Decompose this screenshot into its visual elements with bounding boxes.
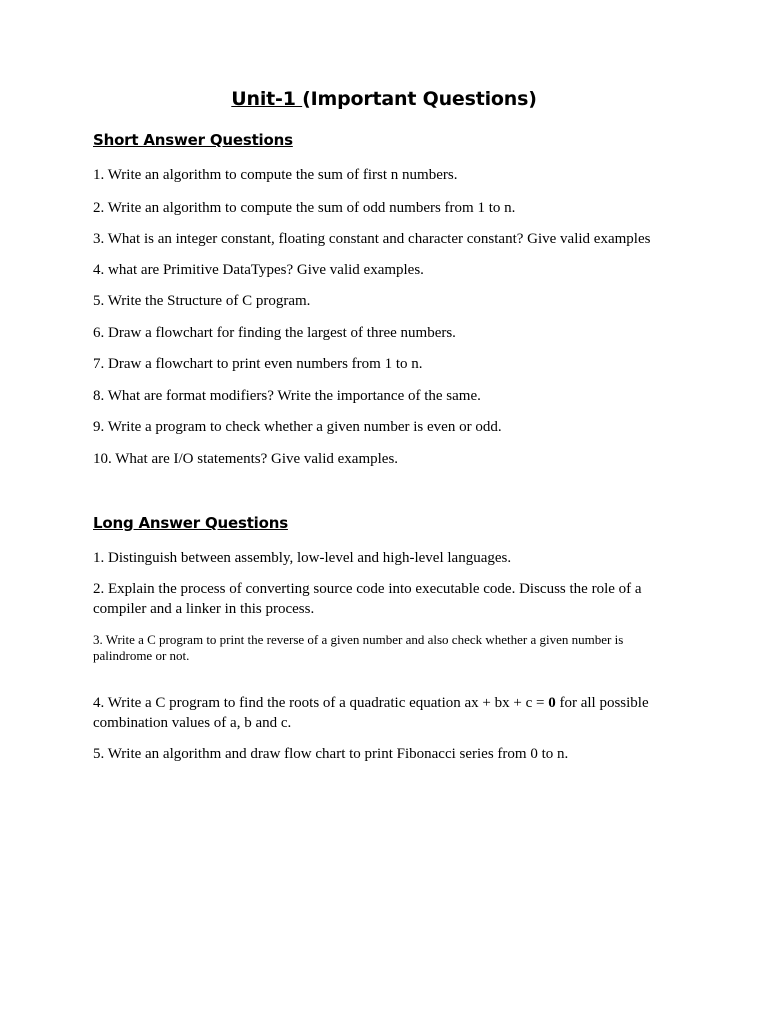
- page-title: [0, 88, 768, 110]
- short-question-7: 7. Draw a flowchart to print even numbers from 1 to n.: [93, 356, 423, 372]
- short-question-8: 8. What are format modifiers? Write the importance of the same.: [93, 388, 481, 404]
- long-question-4-bold-zero: 0: [548, 695, 556, 711]
- short-question-9: 9. Write a program to check whether a given number is even or odd.: [93, 419, 502, 435]
- long-question-3: 3. Write a C program to print the reverse of a given number and also check whether a given number is palindrome or not.: [93, 632, 624, 663]
- long-question-2: 2. Explain the process of converting source code into executable code. Discuss the role of a compiler and a linker in this process.: [93, 581, 642, 617]
- title-unit: Unit-1: [231, 88, 303, 110]
- long-answer-heading: Long Answer Questions: [93, 514, 288, 532]
- long-question-1: 1. Distinguish between assembly, low-level and high-level languages.: [93, 550, 512, 566]
- short-question-4: 4. what are Primitive DataTypes? Give valid examples.: [93, 262, 424, 278]
- short-question-5: 5. Write the Structure of C program.: [93, 293, 311, 309]
- long-question-4: [93, 693, 683, 733]
- short-question-3: 3. What is an integer constant, floating constant and character constant? Give valid examples: [93, 231, 651, 247]
- long-question-4-text: 4. Write a C program to find the roots of a quadratic equation ax + bx + c =: [93, 695, 549, 711]
- long-question-5: 5. Write an algorithm and draw flow chart to print Fibonacci series from 0 to n.: [93, 746, 569, 762]
- short-question-10: 10. What are I/O statements? Give valid examples.: [93, 451, 399, 467]
- short-question-1: 1. Write an algorithm to compute the sum of first n numbers.: [93, 167, 458, 183]
- short-question-2: 2. Write an algorithm to compute the sum of odd numbers from 1 to n.: [93, 200, 516, 216]
- short-question-6: 6. Draw a flowchart for finding the largest of three numbers.: [93, 325, 456, 341]
- long-question-4-rest: for all possible combination values of a, b and c.: [93, 695, 649, 731]
- short-answer-heading: Short Answer Questions: [93, 131, 293, 149]
- title-rest: (Important Questions): [302, 88, 537, 110]
